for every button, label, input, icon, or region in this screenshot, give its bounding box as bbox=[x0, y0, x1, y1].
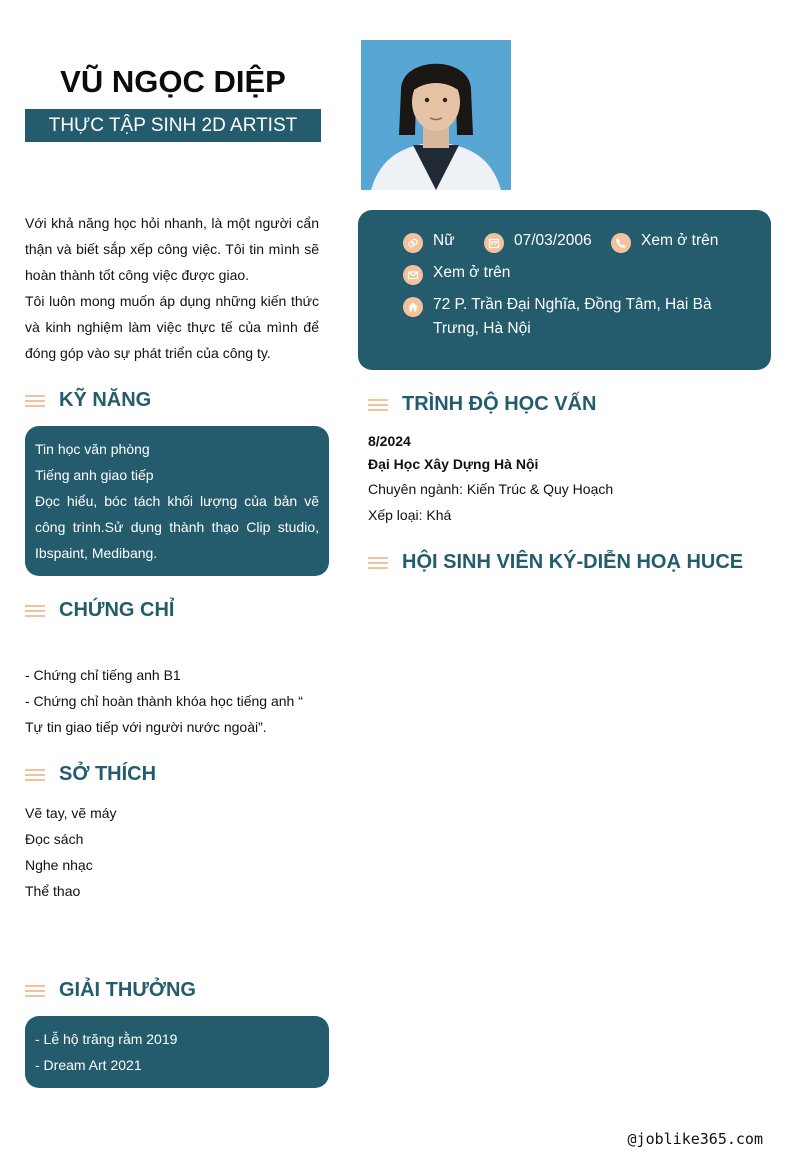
award-item: - Lễ hộ trăng rằm 2019 bbox=[35, 1031, 178, 1047]
section-title: KỸ NĂNG bbox=[59, 389, 152, 411]
section-title: HỘI SINH VIÊN KÝ-DIỄN HOẠ HUCE bbox=[402, 551, 744, 573]
menu-lines-icon bbox=[368, 557, 388, 569]
certificate-item: - Chứng chỉ hoàn thành khóa học tiếng anh “ Tự tin giao tiếp với người nước ngoài”. bbox=[25, 693, 303, 735]
hobby-item: Thể thao bbox=[25, 883, 81, 899]
contact-box bbox=[358, 210, 771, 370]
phone-icon bbox=[611, 233, 631, 253]
hobby-item: Vẽ tay, vẽ máy bbox=[25, 805, 117, 821]
education-date: 8/2024 bbox=[368, 433, 411, 449]
phone-value[interactable]: Xem ở trên bbox=[641, 232, 719, 249]
gender-value: Nữ bbox=[433, 232, 455, 249]
menu-lines-icon bbox=[25, 769, 45, 781]
intro-text bbox=[25, 210, 319, 366]
award-item: - Dream Art 2021 bbox=[35, 1057, 142, 1073]
address-value: 72 P. Trần Đại Nghĩa, Đồng Tâm, Hai Bà Trưng, Hà Nội bbox=[433, 296, 712, 337]
candidate-name: VŨ NGỌC DIỆP bbox=[60, 64, 286, 99]
dob-value: 07/03/2006 bbox=[514, 232, 592, 249]
menu-lines-icon bbox=[25, 985, 45, 997]
skill-item: Tin học văn phòng bbox=[35, 441, 150, 457]
job-title: THỰC TẬP SINH 2D ARTIST bbox=[25, 109, 321, 142]
contact-email bbox=[403, 264, 510, 285]
contact-address bbox=[403, 296, 733, 341]
email-value[interactable]: Xem ở trên bbox=[433, 264, 511, 281]
section-header-hobbies bbox=[25, 763, 156, 786]
calendar-icon bbox=[484, 233, 504, 253]
certificate-list bbox=[25, 662, 319, 740]
awards-box bbox=[25, 1016, 329, 1088]
education-major: Chuyên ngành: Kiến Trúc & Quy Hoạch bbox=[368, 481, 614, 497]
certificate-item: - Chứng chỉ tiếng anh B1 bbox=[25, 667, 181, 683]
hobby-list bbox=[25, 800, 319, 904]
contact-dob bbox=[484, 232, 592, 253]
menu-lines-icon bbox=[25, 605, 45, 617]
menu-lines-icon bbox=[25, 395, 45, 407]
contact-gender bbox=[403, 232, 455, 253]
section-header-awards bbox=[25, 979, 196, 1002]
section-title: TRÌNH ĐỘ HỌC VẤN bbox=[402, 393, 597, 415]
hobby-item: Nghe nhạc bbox=[25, 857, 93, 873]
education-school: Đại Học Xây Dựng Hà Nội bbox=[368, 456, 539, 472]
section-title: CHỨNG CHỈ bbox=[59, 599, 175, 621]
profile-photo bbox=[361, 40, 511, 190]
home-icon bbox=[403, 297, 423, 317]
hobby-item: Đọc sách bbox=[25, 831, 84, 847]
skill-item: Tiếng anh giao tiếp bbox=[35, 467, 154, 483]
section-header-education bbox=[368, 393, 596, 416]
section-header-certificates bbox=[25, 599, 174, 622]
skill-item: Đọc hiểu, bóc tách khối lượng của bản vẽ công trình.Sử dụng thành thạo Clip studio, Ibspaint, Medibang. bbox=[35, 493, 319, 561]
section-header-activities bbox=[368, 551, 743, 574]
watermark: @joblike365.com bbox=[627, 1130, 763, 1148]
skills-box bbox=[25, 426, 329, 576]
education-entry bbox=[368, 430, 768, 528]
mail-icon bbox=[403, 265, 423, 285]
section-header-skills bbox=[25, 389, 151, 412]
intro-paragraph: Tôi luôn mong muốn áp dụng những kiến thức và kinh nghiệm làm việc thực tế của mình để đóng góp vào sự phát triển của công ty. bbox=[25, 293, 319, 361]
intro-paragraph: Với khả năng học hỏi nhanh, là một người cẩn thận và biết sắp xếp công việc. Tôi tin mình sẽ hoàn thành tốt công việc được giao. bbox=[25, 215, 319, 283]
menu-lines-icon bbox=[368, 399, 388, 411]
section-title: GIẢI THƯỞNG bbox=[59, 979, 196, 1001]
contact-phone bbox=[611, 232, 718, 253]
education-grade: Xếp loại: Khá bbox=[368, 507, 452, 523]
gender-icon bbox=[403, 233, 423, 253]
section-title: SỞ THÍCH bbox=[59, 763, 157, 785]
